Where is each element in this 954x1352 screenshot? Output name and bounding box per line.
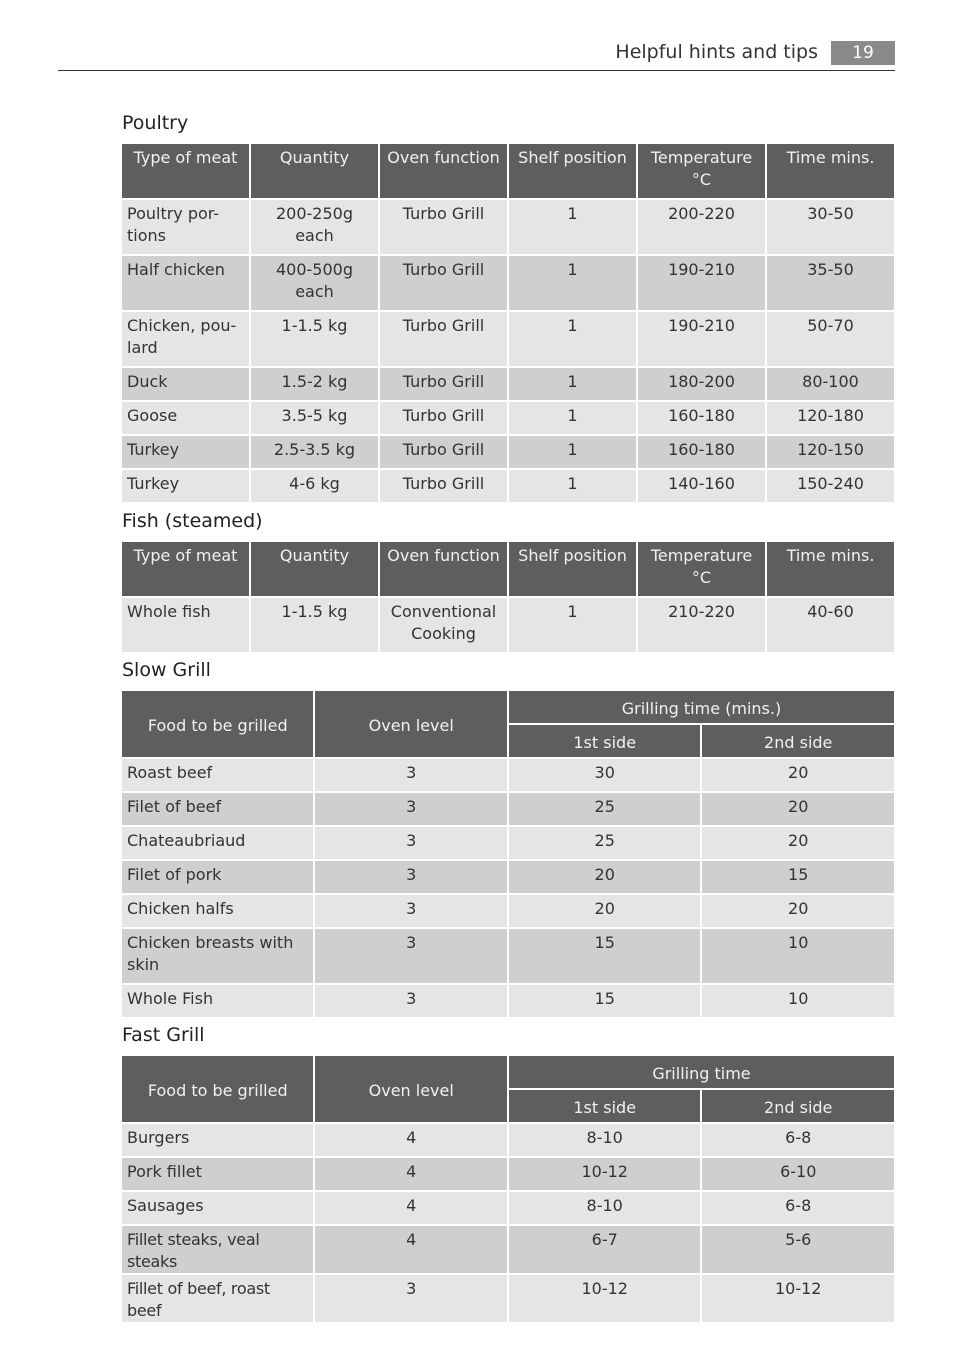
table-cell: 150-240 (767, 470, 894, 502)
table-cell: Chateaubriaud (122, 827, 313, 859)
table-cell: 20 (509, 861, 700, 893)
table-cell: 20 (702, 793, 894, 825)
table-cell: 4 (315, 1124, 506, 1156)
table-cell: 40-60 (767, 598, 894, 652)
table-cell: 1-1.5 kg (251, 598, 378, 652)
column-header: Oven function (380, 144, 507, 198)
table-row (122, 827, 894, 859)
table-cell: 8-10 (509, 1192, 700, 1224)
table-cell: Filet of pork (122, 861, 313, 893)
table-cell: Pork fillet (122, 1158, 313, 1190)
fast-grill-title: Fast Grill (122, 1024, 205, 1046)
table-cell: Filet of beef (122, 793, 313, 825)
table-row (122, 1192, 894, 1224)
table-row (122, 368, 894, 400)
table-cell: 1-1.5 kg (251, 312, 378, 366)
column-group-header: Grilling time (509, 1056, 894, 1088)
table-cell: Fillet steaks, veal steaks (122, 1226, 313, 1273)
table-cell: 190-210 (638, 256, 765, 310)
table-cell: 30-50 (767, 200, 894, 254)
table-cell: Turbo Grill (380, 368, 507, 400)
table-row (122, 470, 894, 502)
table-cell: Chicken halfs (122, 895, 313, 927)
table-cell: 6-7 (509, 1226, 700, 1273)
table-cell: 10-12 (702, 1275, 894, 1322)
table-cell: Whole fish (122, 598, 249, 652)
table-row (122, 312, 894, 366)
column-header: 2nd side (702, 725, 894, 757)
table-cell: 3 (315, 985, 506, 1017)
table-cell: 6-10 (702, 1158, 894, 1190)
table-cell: Poultry por-tions (122, 200, 249, 254)
table-cell: Turbo Grill (380, 312, 507, 366)
poultry-header-row (122, 144, 894, 198)
table-row (122, 200, 894, 254)
table-row (122, 598, 894, 652)
table-cell: 1 (509, 312, 636, 366)
column-header: Temperature °C (638, 542, 765, 596)
table-cell: 400-500g each (251, 256, 378, 310)
table-cell: 120-150 (767, 436, 894, 468)
poultry-title: Poultry (122, 112, 189, 134)
table-cell: 6-8 (702, 1192, 894, 1224)
table-cell: 20 (702, 827, 894, 859)
slow-grill-header-row (122, 691, 894, 723)
page-number: 19 (831, 41, 895, 65)
column-header: 1st side (509, 1090, 700, 1122)
table-cell: 20 (702, 895, 894, 927)
table-cell: Roast beef (122, 759, 313, 791)
column-header: Oven level (315, 1056, 506, 1122)
table-cell: 4-6 kg (251, 470, 378, 502)
table-cell: 1 (509, 402, 636, 434)
table-cell: 2.5-3.5 kg (251, 436, 378, 468)
table-cell: 3 (315, 929, 506, 983)
table-cell: 25 (509, 827, 700, 859)
table-cell: 10-12 (509, 1275, 700, 1322)
table-row (122, 759, 894, 791)
table-cell: 8-10 (509, 1124, 700, 1156)
table-cell: 25 (509, 793, 700, 825)
column-header: Food to be grilled (122, 691, 313, 757)
table-row (122, 895, 894, 927)
table-row (122, 402, 894, 434)
table-cell: 1 (509, 256, 636, 310)
table-row (122, 256, 894, 310)
column-header: Type of meat (122, 144, 249, 198)
table-row (122, 1158, 894, 1190)
table-cell: Turbo Grill (380, 256, 507, 310)
slow-grill-title: Slow Grill (122, 659, 211, 681)
column-header: Oven level (315, 691, 506, 757)
table-row (122, 793, 894, 825)
table-cell: 35-50 (767, 256, 894, 310)
header-rule (58, 70, 895, 71)
table-cell: Goose (122, 402, 249, 434)
table-cell: 3.5-5 kg (251, 402, 378, 434)
table-row (122, 861, 894, 893)
table-cell: Fillet of beef, roast beef (122, 1275, 313, 1322)
table-cell: Chicken breasts with skin (122, 929, 313, 983)
table-cell: Turbo Grill (380, 200, 507, 254)
table-cell: Duck (122, 368, 249, 400)
table-cell: 80-100 (767, 368, 894, 400)
table-cell: Burgers (122, 1124, 313, 1156)
table-row (122, 929, 894, 983)
table-cell: 20 (702, 759, 894, 791)
table-cell: Whole Fish (122, 985, 313, 1017)
fish-header-row (122, 542, 894, 596)
table-cell: 1 (509, 436, 636, 468)
table-cell: 1.5-2 kg (251, 368, 378, 400)
table-cell: 200-220 (638, 200, 765, 254)
page-header-title: Helpful hints and tips (615, 41, 818, 63)
table-cell: 10-12 (509, 1158, 700, 1190)
table-cell: Turkey (122, 470, 249, 502)
table-row (122, 1226, 894, 1273)
column-header: Oven function (380, 542, 507, 596)
table-cell: 3 (315, 895, 506, 927)
fish-title: Fish (steamed) (122, 510, 263, 532)
table-cell: 3 (315, 793, 506, 825)
column-header: Quantity (251, 144, 378, 198)
table-cell: Conventional Cooking (380, 598, 507, 652)
table-cell: Turkey (122, 436, 249, 468)
column-header: Time mins. (767, 542, 894, 596)
poultry-table (120, 142, 896, 504)
table-cell: 200-250g each (251, 200, 378, 254)
column-header: 1st side (509, 725, 700, 757)
table-row (122, 985, 894, 1017)
table-cell: Half chicken (122, 256, 249, 310)
table-cell: 4 (315, 1192, 506, 1224)
table-cell: 4 (315, 1226, 506, 1273)
table-row (122, 1124, 894, 1156)
table-row (122, 1275, 894, 1322)
table-cell: Turbo Grill (380, 470, 507, 502)
table-cell: 30 (509, 759, 700, 791)
column-header: Quantity (251, 542, 378, 596)
table-cell: Chicken, pou-lard (122, 312, 249, 366)
column-group-header: Grilling time (mins.) (509, 691, 894, 723)
fast-grill-table (120, 1054, 896, 1324)
table-cell: 5-6 (702, 1226, 894, 1273)
column-header: 2nd side (702, 1090, 894, 1122)
table-cell: Turbo Grill (380, 402, 507, 434)
column-header: Type of meat (122, 542, 249, 596)
table-cell: 1 (509, 200, 636, 254)
column-header: Food to be grilled (122, 1056, 313, 1122)
column-header: Shelf position (509, 542, 636, 596)
table-cell: 15 (509, 929, 700, 983)
table-cell: 10 (702, 985, 894, 1017)
table-cell: 3 (315, 759, 506, 791)
fish-table (120, 540, 896, 654)
table-cell: Turbo Grill (380, 436, 507, 468)
table-cell: 3 (315, 827, 506, 859)
table-cell: 15 (509, 985, 700, 1017)
table-cell: 160-180 (638, 402, 765, 434)
table-cell: 3 (315, 1275, 506, 1322)
table-cell: 6-8 (702, 1124, 894, 1156)
table-cell: 4 (315, 1158, 506, 1190)
table-cell: 50-70 (767, 312, 894, 366)
column-header: Time mins. (767, 144, 894, 198)
table-cell: 120-180 (767, 402, 894, 434)
table-cell: Sausages (122, 1192, 313, 1224)
table-cell: 10 (702, 929, 894, 983)
column-header: Temperature °C (638, 144, 765, 198)
table-cell: 1 (509, 598, 636, 652)
table-cell: 20 (509, 895, 700, 927)
slow-grill-table (120, 689, 896, 1019)
table-cell: 160-180 (638, 436, 765, 468)
table-cell: 210-220 (638, 598, 765, 652)
table-row (122, 436, 894, 468)
table-cell: 190-210 (638, 312, 765, 366)
table-cell: 1 (509, 368, 636, 400)
table-cell: 180-200 (638, 368, 765, 400)
table-cell: 140-160 (638, 470, 765, 502)
table-cell: 1 (509, 470, 636, 502)
table-cell: 3 (315, 861, 506, 893)
fast-grill-header-row (122, 1056, 894, 1088)
column-header: Shelf position (509, 144, 636, 198)
table-cell: 15 (702, 861, 894, 893)
